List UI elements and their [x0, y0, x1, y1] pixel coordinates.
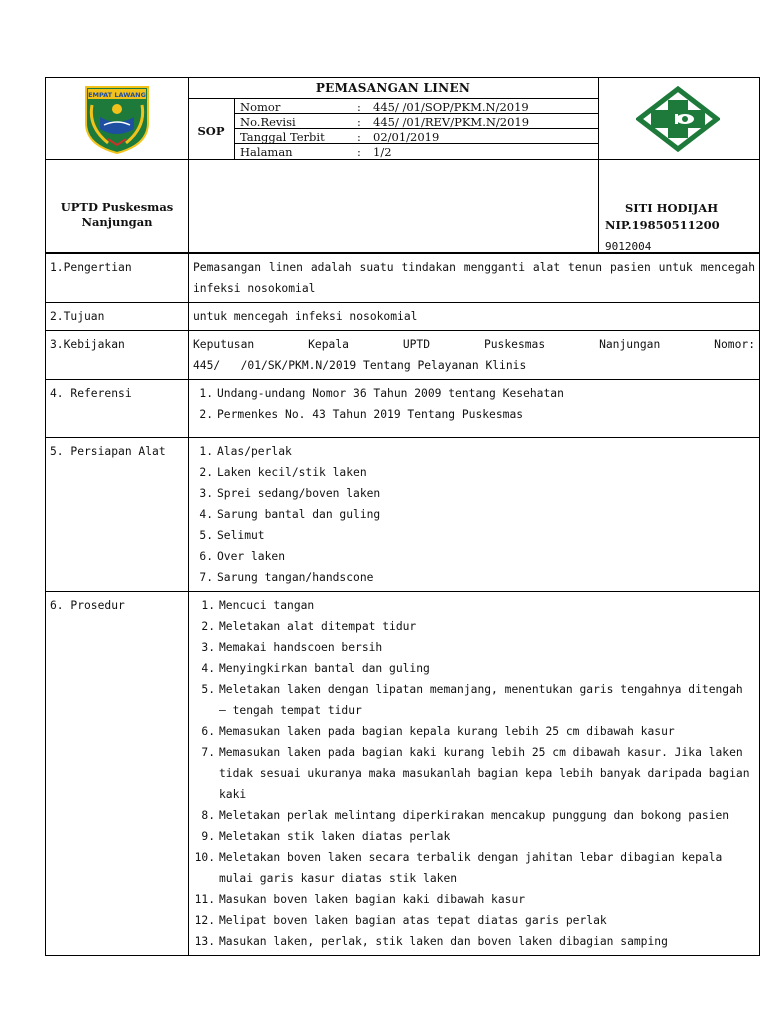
list-item [193, 742, 755, 805]
kebijakan-cell [189, 331, 760, 380]
meta-colon: : [357, 145, 361, 159]
signatory-nip-continued: 9012004 [605, 240, 652, 253]
meta-key: No.Revisi [240, 115, 296, 129]
list-item [193, 847, 755, 889]
table-row [46, 254, 760, 303]
list-number: 5. [201, 683, 215, 696]
prosedur-cell [189, 592, 760, 956]
table-row [46, 438, 760, 592]
list-number: 1. [199, 445, 213, 458]
divider [46, 159, 759, 160]
org-line: UPTD Puskesmas [60, 200, 174, 214]
list-number: 2. [199, 466, 213, 479]
table-row [46, 592, 760, 956]
list-number: 11. [194, 893, 215, 906]
list-number: 2. [199, 408, 213, 421]
org-line: Nanjungan [81, 215, 153, 229]
list-item [193, 931, 755, 952]
list-number: 3. [201, 641, 215, 654]
list-text: Masukan laken, perlak, stik laken dan boven laken dibagian samping [219, 935, 668, 948]
list-number: 9. [201, 830, 215, 843]
list-item [193, 826, 755, 847]
persiapan-cell [189, 438, 760, 592]
list-item [193, 721, 755, 742]
list-text: Undang-undang Nomor 36 Tahun 2009 tentang Kesehatan [217, 387, 564, 400]
list-item [193, 595, 755, 616]
list-item [193, 462, 755, 483]
list-text: Memasukan laken pada bagian kaki kurang lebih 25 cm dibawah kasur. Jika laken tidak sesuai ukuranya maka masukanlah bagian kepa lebih banyak daripada bagian kaki [219, 746, 750, 801]
referensi-cell [189, 380, 760, 438]
document-title: PEMASANGAN LINEN [315, 81, 471, 95]
list-number: 8. [201, 809, 215, 822]
list-item [193, 525, 755, 546]
list-text: Masukan boven laken bagian kaki dibawah kasur [219, 893, 526, 906]
list-item [193, 383, 755, 404]
list-text: Meletakan stik laken diatas perlak [219, 830, 451, 843]
meta-value: 445/ /01/REV/PKM.N/2019 [373, 115, 530, 129]
row-label: 2.Tujuan [46, 303, 189, 331]
row-label: 1.Pengertian [46, 254, 189, 303]
list-item [193, 546, 755, 567]
list-number: 12. [194, 914, 215, 927]
meta-row-nomor [236, 99, 598, 114]
list-item [193, 483, 755, 504]
list-text: Meletakan laken dengan lipatan memanjang, menentukan garis tengahnya ditengah – tengah tempat tidur [219, 683, 743, 717]
pengertian-text: Pemasangan linen adalah suatu tindakan mengganti alat tenun pasien untuk mencegah infeksi nosokomial [189, 254, 760, 303]
list-text: Menyingkirkan bantal dan guling [219, 662, 430, 675]
meta-key: Halaman [240, 145, 293, 159]
meta-key: Nomor [240, 100, 281, 114]
list-number: 13. [194, 935, 215, 948]
persiapan-list [193, 441, 755, 588]
list-item [193, 441, 755, 462]
list-number: 1. [199, 387, 213, 400]
list-item [193, 679, 755, 721]
list-text: Selimut [217, 529, 265, 542]
list-number: 3. [199, 487, 213, 500]
meta-row-revisi [236, 114, 598, 129]
list-text: Meletakan boven laken secara terbalik dengan jahitan lebar dibagian kepala mulai garis kasur diatas stik laken [219, 851, 723, 885]
meta-key: Tanggal Terbit [240, 130, 325, 144]
tujuan-text: untuk mencegah infeksi nosokomial [189, 303, 760, 331]
meta-row-halaman [236, 144, 598, 159]
list-number: 4. [201, 662, 215, 675]
list-text: Over laken [217, 550, 286, 563]
list-text: Permenkes No. 43 Tahun 2019 Tentang Puskesmas [217, 408, 524, 421]
list-text: Mencuci tangan [219, 599, 315, 612]
list-item [193, 616, 755, 637]
referensi-list [193, 383, 755, 425]
list-item [193, 637, 755, 658]
list-text: Sarung tangan/handscone [217, 571, 374, 584]
document-header-table [45, 77, 760, 253]
list-text: Meletakan alat ditempat tidur [219, 620, 417, 633]
list-item [193, 567, 755, 588]
list-text: Sarung bantal dan guling [217, 508, 381, 521]
list-text: Meletakan perlak melintang diperkirakan mencakup punggung dan bokong pasien [219, 809, 730, 822]
list-text: Melipat boven laken bagian atas tepat diatas garis perlak [219, 914, 607, 927]
sop-label: SOP [197, 124, 225, 138]
meta-colon: : [357, 130, 361, 144]
table-row [46, 331, 760, 380]
list-text: Laken kecil/stik laken [217, 466, 367, 479]
sop-content-table [45, 253, 760, 956]
row-label: 5. Persiapan Alat [46, 438, 189, 592]
list-number: 6. [201, 725, 215, 738]
row-label: 6. Prosedur [46, 592, 189, 956]
list-item [193, 910, 755, 931]
list-item [193, 404, 755, 425]
empat-lawang-emblem-icon [78, 83, 156, 155]
list-text: Memakai handscoen bersih [219, 641, 383, 654]
row-label: 3.Kebijakan [46, 331, 189, 380]
list-item [193, 805, 755, 826]
list-number: 7. [201, 746, 215, 759]
divider [598, 78, 599, 254]
puskesmas-logo-icon [636, 86, 720, 152]
signatory-block [605, 200, 720, 255]
list-number: 2. [201, 620, 215, 633]
list-text: Memasukan laken pada bagian kepala kurang lebih 25 cm dibawah kasur [219, 725, 675, 738]
list-item [193, 658, 755, 679]
divider [188, 78, 189, 254]
meta-row-tanggal [236, 129, 598, 144]
meta-colon: : [357, 115, 361, 129]
list-text: Alas/perlak [217, 445, 292, 458]
list-number: 6. [199, 550, 213, 563]
meta-value: 445/ /01/SOP/PKM.N/2019 [373, 100, 529, 114]
list-number: 1. [201, 599, 215, 612]
list-item [193, 504, 755, 525]
row-label: 4. Referensi [46, 380, 189, 438]
meta-colon: : [357, 100, 361, 114]
table-row [46, 303, 760, 331]
list-item [193, 889, 755, 910]
list-text: Sprei sedang/boven laken [217, 487, 381, 500]
table-row [46, 380, 760, 438]
kebijakan-line: 445/ /01/SK/PKM.N/2019 Tentang Pelayanan Klinis [193, 359, 527, 372]
divider [234, 98, 235, 160]
prosedur-list [193, 595, 755, 952]
kebijakan-line: Keputusan Kepala UPTD Puskesmas Nanjungan Nomor: [193, 338, 755, 351]
meta-value: 02/01/2019 [373, 130, 440, 144]
list-number: 4. [199, 508, 213, 521]
list-number: 7. [199, 571, 213, 584]
emblem-text: EMPAT LAWANG [88, 91, 146, 99]
list-number: 10. [194, 851, 215, 864]
signatory-name: SITI HODIJAH [625, 201, 719, 215]
signatory-nip: NIP.19850511200 [605, 218, 720, 232]
list-number: 5. [199, 529, 213, 542]
meta-value: 1/2 [373, 145, 392, 159]
organization-name [46, 200, 188, 230]
